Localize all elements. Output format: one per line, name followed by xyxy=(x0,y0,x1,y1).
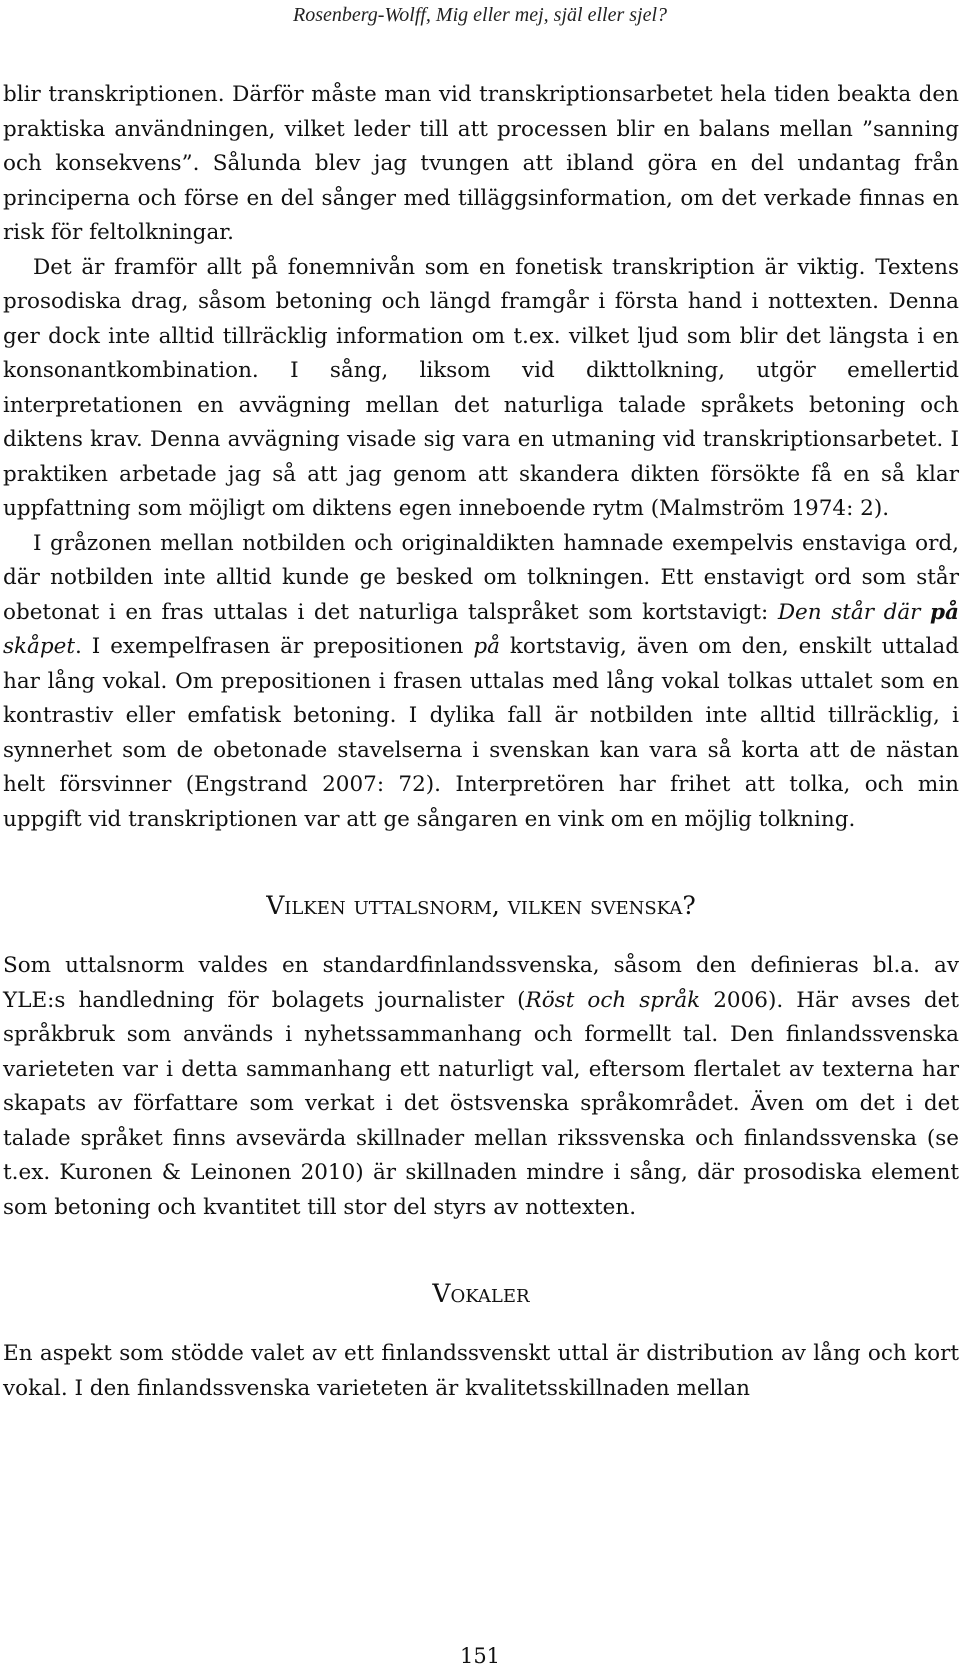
paragraph-4 xyxy=(3,949,959,1225)
paragraph-3-text-b: . I exempelfrasen är prepositionen xyxy=(75,634,474,659)
cited-title: Röst och språk xyxy=(525,987,701,1013)
page-number: 151 xyxy=(459,1644,501,1668)
paragraph-4-text-b: 2006). Här avses det språkbruk som används i nyhetssammanhang och formellt tal. Den finlandssvenska varieteten var i detta sammanhang ett naturligt val, eftersom flertalet av texterna har skapats av författare som verkat i det östsvenska språkområdet. Även om det i det talade språket finns avsevärda skillnader mellan rikssvenska och finlandssvenska (se t.ex. Kuronen & Leinonen 2010) är skillnaden mindre i sång, där prosodiska element som betoning och kvantitet till stor del styrs av nottexten. xyxy=(3,987,959,1220)
paragraph-5: En aspekt som stödde valet av ett finlandssvenskt uttal är distribution av lång och kort vokal. I den finlandssvenska varieteten är kvalitetsskillnaden mellan xyxy=(3,1341,959,1401)
paragraph-3-text-c: kortstavig, även om den, enskilt uttalad har lång vokal. Om prepositionen i frasen uttalas med lång vokal tolkas uttalet som en kontrastiv eller emfatisk betoning. I dylika fall är notbilden inte alltid tillräcklig, i synnerhet som de obetonade stavelserna i svenskan kan vara så korta att de nästan helt försvinner (Engstrand 2007: 72). Interpretören har frihet att tolka, och min uppgift vid transkriptionen var att ge sångaren en vink om en möjlig tolkning. xyxy=(3,634,959,832)
example-phrase-part-1: Den står där xyxy=(777,599,931,625)
example-phrase-emphasis: på xyxy=(930,599,959,625)
section-heading-vokaler: Vokaler xyxy=(432,1279,530,1308)
running-header: Rosenberg-Wolff, Mig eller mej, själ eller sjel? xyxy=(292,4,667,26)
section-heading-uttalsnorm: Vilken uttalsnorm, vilken svenska? xyxy=(266,891,696,920)
preposition-term: på xyxy=(473,634,500,659)
example-phrase-part-2: skåpet xyxy=(3,634,76,659)
paragraph-4-text-a: Som uttalsnorm valdes en standardfinlandssvenska, såsom den definieras bl.a. av YLE:s handledning för bolagets journalister ( xyxy=(3,953,959,1013)
page-body xyxy=(3,78,959,1406)
paragraph-3-text-a: I gråzonen mellan notbilden och originaldikten hamnade exempelvis enstaviga ord, där notbilden inte alltid kunde ge besked om tolkningen. Ett enstavigt ord som står obetonat i en fras uttalas i det naturliga talspråket som kortstavigt: xyxy=(3,530,959,625)
paragraph-3 xyxy=(3,527,959,838)
paragraph-1: blir transkriptionen. Därför måste man vid transkriptionsarbetet hela tiden beakta den praktiska användningen, vilket leder till att processen blir en balans mellan ”sanning och konsekvens”. Sålunda blev jag tvungen att ibland göra en del undantag från principerna och förse en del sånger med tilläggsinformation, om det verkade finnas en risk för feltolkningar. xyxy=(3,82,959,245)
paragraph-2: Det är framför allt på fonemnivån som en fonetisk transkription är viktig. Textens prosodiska drag, såsom betoning och längd framgår i första hand i nottexten. Denna ger dock inte alltid tillräcklig information om t.ex. vilket ljud som blir det längsta i en konsonantkombination. I sång, liksom vid dikttolkning, utgör emellertid interpretationen en avvägning mellan det naturliga talade språkets betoning och diktens krav. Denna avvägning visade sig vara en utmaning vid transkriptionsarbetet. I praktiken arbetade jag så att jag genom att skandera dikten försökte få en så klar uppfattning som möjligt om diktens egen inneboende rytm (Malmström 1974: 2). xyxy=(3,254,959,521)
